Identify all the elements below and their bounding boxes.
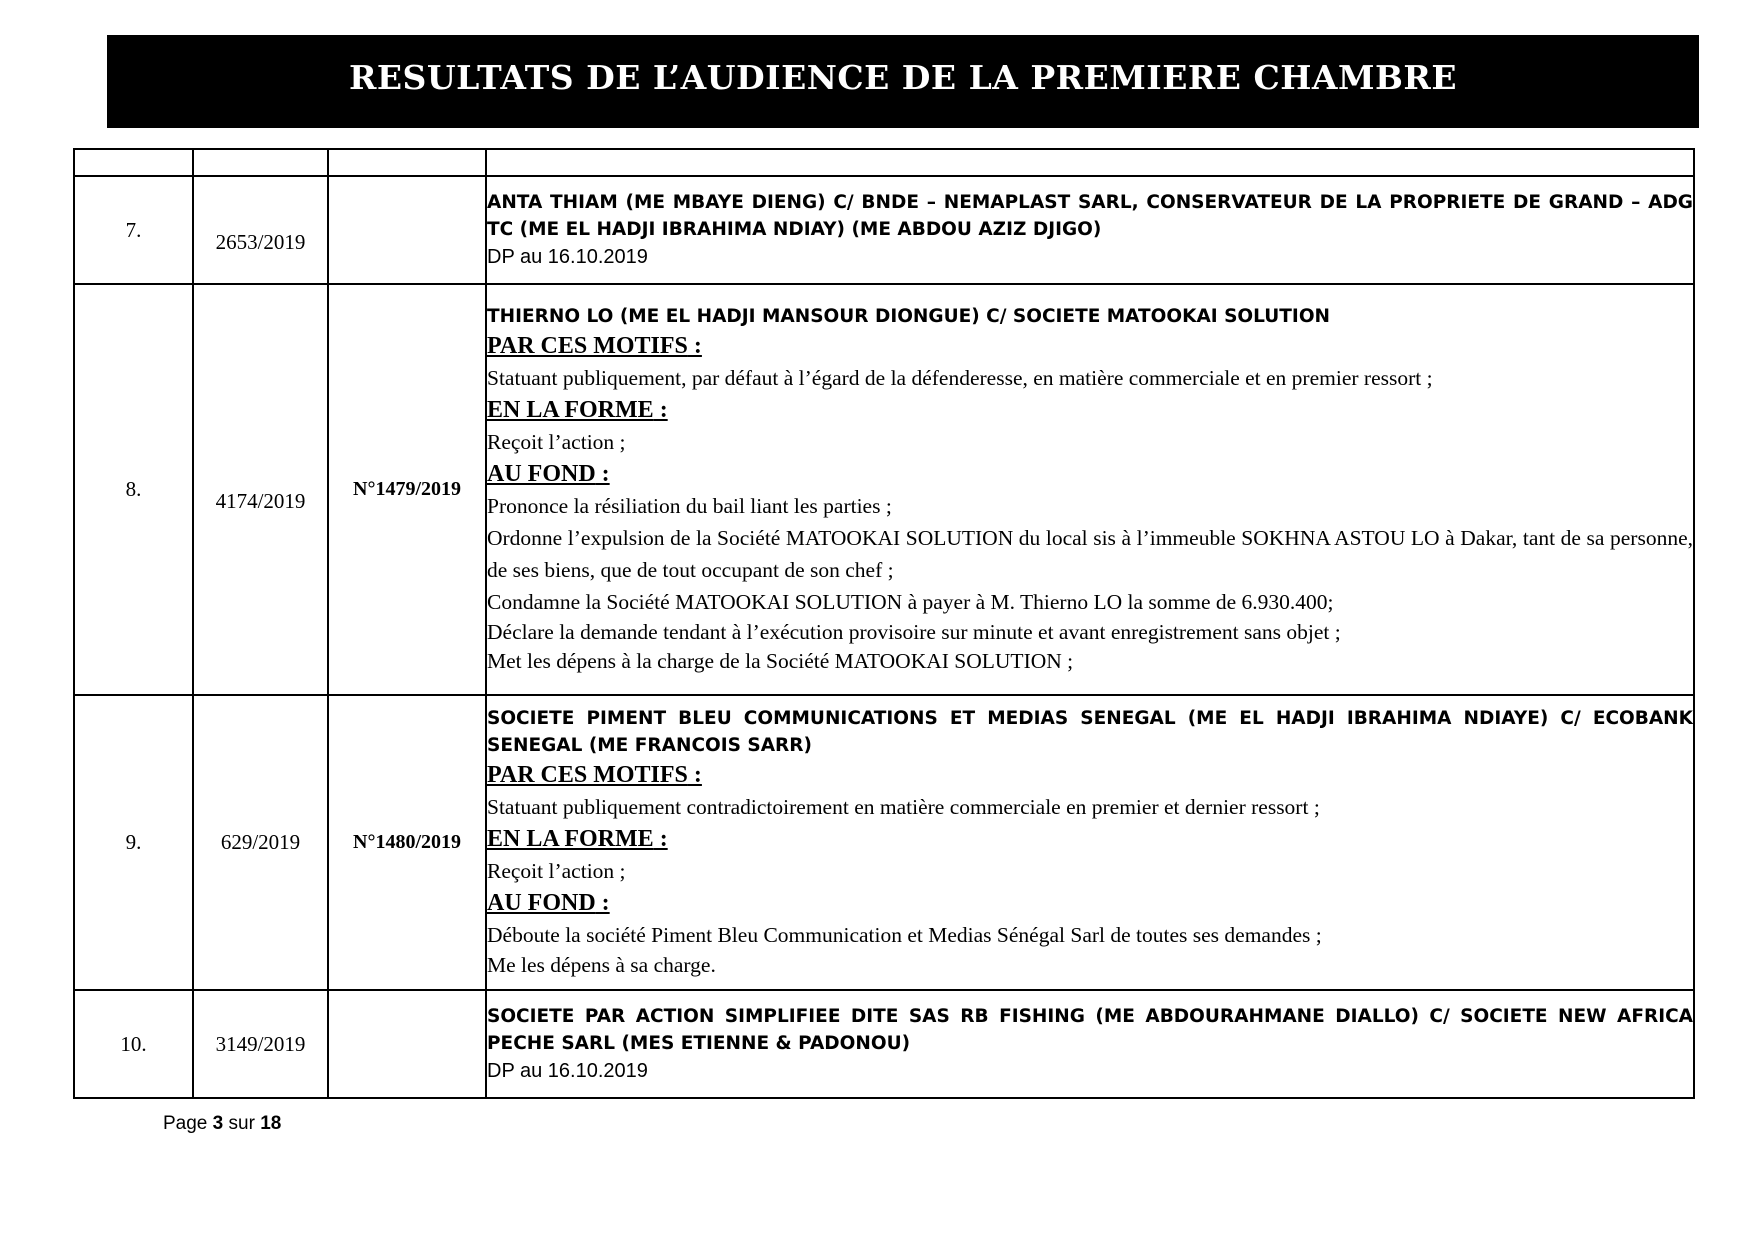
table-row [74, 990, 1694, 1098]
row-number: 8. [74, 284, 193, 695]
fond-line: Condamne la Société MATOOKAI SOLUTION à payer à M. Thierno LO la somme de 6.930.400; [487, 590, 1334, 614]
table-row [74, 695, 1694, 990]
page-footer [163, 1113, 281, 1135]
role-number: 3149/2019 [193, 990, 328, 1098]
decision-number [328, 176, 486, 284]
motifs-heading: PAR CES MOTIFS : [487, 762, 702, 788]
header-cell [328, 149, 486, 176]
fond-line: Met les dépens à la charge de la Société MATOOKAI SOLUTION ; [487, 649, 1074, 673]
case-detail [486, 695, 1694, 990]
row-number: 9. [74, 695, 193, 990]
motifs-heading: PAR CES MOTIFS : [487, 333, 702, 359]
fond-line: Me les dépens à sa charge. [487, 953, 716, 977]
case-parties: SOCIETE PAR ACTION SIMPLIFIEE DITE SAS RB FISHING (ME ABDOURAHMANE DIALLO) C/ SOCIETE NEW AFRICA PECHE SARL (MES ETIENNE & PADONOU) [487, 1006, 1693, 1054]
header-cell [74, 149, 193, 176]
decision-number [328, 990, 486, 1098]
case-parties: ANTA THIAM (ME MBAYE DIENG) C/ BNDE – NEMAPLAST SARL, CONSERVATEUR DE LA PROPRIETE DE GRAND – ADG TC (ME EL HADJI IBRAHIMA NDIAY) (ME ABDOU AZIZ DJIGO) [487, 192, 1693, 240]
header-cell [486, 149, 1694, 176]
forme-heading: EN LA FORME : [487, 397, 668, 423]
row-number: 7. [74, 176, 193, 284]
fond-line: Prononce la résiliation du bail liant les parties ; [487, 494, 892, 518]
fond-line: Déclare la demande tendant à l’exécution provisoire sur minute et avant enregistrement sans objet ; [487, 620, 1341, 644]
forme-text: Reçoit l’action ; [487, 859, 626, 883]
forme-heading: EN LA FORME : [487, 826, 668, 852]
results-table [73, 148, 1695, 1099]
role-number: 2653/2019 [193, 176, 328, 284]
table-row [74, 284, 1694, 695]
case-result: DP au 16.10.2019 [487, 246, 648, 268]
fond-line: Ordonne l’expulsion de la Société MATOOKAI SOLUTION du local sis à l’immeuble SOKHNA ASTOU LO à Dakar, tant de sa personne, de ses biens, que de tout occupant de son chef ; [487, 526, 1693, 582]
fond-heading: AU FOND : [487, 890, 610, 916]
decision-number: N°1480/2019 [328, 695, 486, 990]
fond-line: Déboute la société Piment Bleu Communication et Medias Sénégal Sarl de toutes ses demandes ; [487, 923, 1322, 947]
case-detail [486, 176, 1694, 284]
role-number: 4174/2019 [193, 284, 328, 695]
row-number: 10. [74, 990, 193, 1098]
case-parties: THIERNO LO (ME EL HADJI MANSOUR DIONGUE) C/ SOCIETE MATOOKAI SOLUTION [487, 306, 1331, 327]
decision-number: N°1479/2019 [328, 284, 486, 695]
case-detail [486, 990, 1694, 1098]
case-detail [486, 284, 1694, 695]
page-label: Page [163, 1113, 208, 1134]
page-title: RESULTATS DE L’AUDIENCE DE LA PREMIERE CHAMBRE [348, 58, 1457, 97]
case-parties: SOCIETE PIMENT BLEU COMMUNICATIONS ET MEDIAS SENEGAL (ME EL HADJI IBRAHIMA NDIAYE) C/ ECOBANK SENEGAL (ME FRANCOIS SARR) [487, 708, 1693, 756]
table-header-row [74, 149, 1694, 176]
table-row [74, 176, 1694, 284]
header-cell [193, 149, 328, 176]
motifs-text: Statuant publiquement contradictoirement en matière commerciale en premier et dernier ressort ; [487, 795, 1320, 819]
case-result: DP au 16.10.2019 [487, 1060, 648, 1082]
forme-text: Reçoit l’action ; [487, 430, 626, 454]
page-sep: sur [228, 1113, 255, 1134]
motifs-text: Statuant publiquement, par défaut à l’égard de la défenderesse, en matière commerciale et en premier ressort ; [487, 366, 1433, 390]
header-banner [107, 35, 1699, 128]
page-total: 18 [260, 1113, 282, 1134]
fond-heading: AU FOND : [487, 461, 610, 487]
page-current: 3 [212, 1113, 224, 1134]
role-number: 629/2019 [193, 695, 328, 990]
